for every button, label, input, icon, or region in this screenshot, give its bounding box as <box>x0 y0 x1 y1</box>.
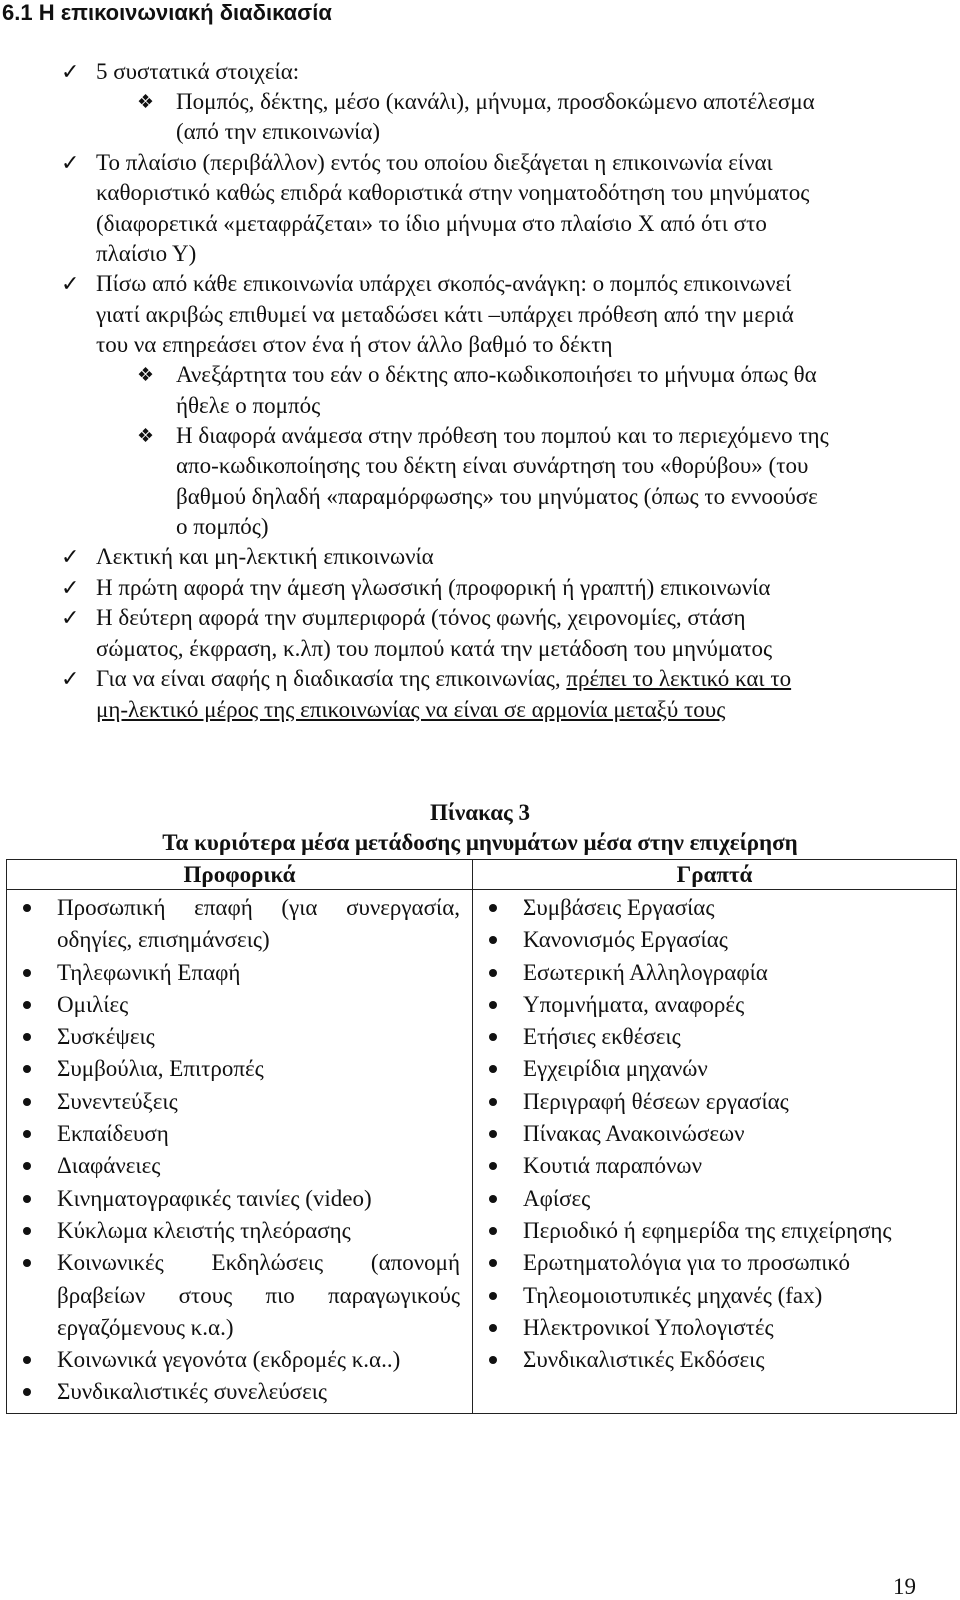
diamond-bullet-icon: ❖ <box>137 92 155 113</box>
list-item <box>7 1376 472 1408</box>
bullet-text: (διαφορετικά «μεταφράζεται» το ίδιο μήνυμα στο πλαίσιο Χ από ότι στο <box>96 211 767 236</box>
oral-list <box>7 892 472 1409</box>
bullet-dot-icon <box>23 1098 31 1106</box>
list-item <box>7 1150 472 1182</box>
list-item <box>7 892 472 957</box>
bullet-dot-icon <box>489 904 497 912</box>
bullet-text: καθοριστικό καθώς επιδρά καθοριστικά στην νοηματοδότηση του μηνύματος <box>96 180 810 205</box>
bullet-dot-icon <box>489 1065 497 1073</box>
bullet-dot-icon <box>489 936 497 944</box>
list-item-text: Ερωτηματολόγια για το προσωπικό <box>523 1250 851 1276</box>
bullet-dot-icon <box>489 1292 497 1300</box>
bullet-dot-icon <box>23 1162 31 1170</box>
list-item-text: Διαφάνειες <box>57 1153 161 1179</box>
bullet-dot-icon <box>489 1356 497 1364</box>
list-item <box>473 1053 956 1085</box>
list-item <box>7 1086 472 1118</box>
list-item-text: Συνδικαλιστικές Εκδόσεις <box>523 1347 765 1373</box>
diamond-bullet-icon: ❖ <box>137 365 155 386</box>
table-caption-title: Τα κυριότερα μέσα μετάδοσης μηνυμάτων μέσα στην επιχείρηση <box>162 830 798 855</box>
section-heading: 6.1 Η επικοινωνιακή διαδικασία <box>2 0 332 25</box>
list-item-text: Κοινωνικά γεγονότα (εκδρομές κ.α..) <box>57 1347 401 1373</box>
sub-bullet-text: Η διαφορά ανάμεσα στην πρόθεση του πομπού και το περιεχόμενο της <box>176 423 829 448</box>
list-item-text: Τηλεφωνική Επαφή <box>57 959 241 985</box>
list-item-text: Ετήσιες εκθέσεις <box>523 1024 681 1050</box>
list-item <box>473 892 956 924</box>
list-item <box>7 1183 472 1215</box>
list-item-text: Υπομνήματα, αναφορές <box>523 991 745 1017</box>
list-item-text: Εσωτερική Αλληλογραφία <box>523 959 768 985</box>
bullet-dot-icon <box>489 1162 497 1170</box>
bullet-dot-icon <box>23 904 31 912</box>
list-item <box>473 1344 956 1376</box>
list-item <box>473 1118 956 1150</box>
list-item-text: Συσκέψεις <box>57 1024 155 1050</box>
list-item-text: Εγχειρίδια μηχανών <box>523 1056 708 1082</box>
bullet-text: Το πλαίσιο (περιβάλλον) εντός του οποίου διεξάγεται η επικοινωνία είναι <box>96 150 773 175</box>
list-item-text: Συμβούλια, Επιτροπές <box>57 1056 264 1082</box>
list-item <box>473 957 956 989</box>
list-item-text: Τηλεομοιοτυπικές μηχανές (fax) <box>523 1282 823 1308</box>
list-item-text: Προσωπική επαφή (για συνεργασία, οδηγίες, επισημάνσεις) <box>57 895 460 953</box>
list-item <box>473 989 956 1021</box>
bullet-dot-icon <box>489 1259 497 1267</box>
bullet-dot-icon <box>23 1033 31 1041</box>
list-item <box>473 1280 956 1312</box>
written-column <box>473 890 957 1414</box>
list-item-text: Κουτιά παραπόνων <box>523 1153 702 1179</box>
bullet-dot-icon <box>23 969 31 977</box>
header-oral: Προφορικά <box>7 860 473 890</box>
bullet-dot-icon <box>489 1098 497 1106</box>
list-item <box>7 1247 472 1344</box>
list-item-text: Κινηματογραφικές ταινίες (video) <box>57 1185 372 1211</box>
list-item <box>7 989 472 1021</box>
bullet-text-underlined: μη-λεκτικό μέρος της επικοινωνίας να είναι σε αρμονία μεταξύ τους <box>96 697 726 722</box>
bullet-text: Πίσω από κάθε επικοινωνία υπάρχει σκοπός-ανάγκη: ο πομπός επικοινωνεί <box>96 271 792 296</box>
list-item-text: Περιγραφή θέσεων εργασίας <box>523 1088 789 1114</box>
bullet-dot-icon <box>23 1130 31 1138</box>
list-item-text: Αφίσες <box>523 1185 591 1211</box>
list-item <box>7 1118 472 1150</box>
list-item-text: Ηλεκτρονικοί Υπολογιστές <box>523 1314 774 1340</box>
sub-bullet-text: (από την επικοινωνία) <box>176 119 381 144</box>
media-table <box>6 859 957 1414</box>
check-icon: ✓ <box>61 575 80 600</box>
bullet-text: σώματος, έκφραση, κ.λπ) του πομπού κατά την μετάδοση του μηνύματος <box>96 636 773 661</box>
bullet-dot-icon <box>23 1001 31 1009</box>
list-item-text: Ομιλίες <box>57 991 129 1017</box>
list-item <box>7 1215 472 1247</box>
list-item-text: Κοινωνικές Εκδηλώσεις (απονομή βραβείων στους πιο παραγωγικούς εργαζόμενους κ.α.) <box>57 1250 460 1340</box>
bullet-text-plain: Για να είναι σαφής η διαδικασία της επικοινωνίας, <box>96 666 561 691</box>
list-item <box>473 1215 956 1247</box>
sub-bullet-text: Πομπός, δέκτης, μέσο (κανάλι), μήνυμα, προσδοκώμενο αποτέλεσμα <box>176 89 815 114</box>
sub-bullet-text: ο πομπός) <box>176 514 269 539</box>
bullet-dot-icon <box>489 1033 497 1041</box>
bullet-text: Η πρώτη αφορά την άμεση γλωσσική (προφορική ή γραπτή) επικοινωνία <box>96 575 771 600</box>
bullet-dot-icon <box>489 969 497 977</box>
bullet-dot-icon <box>23 1388 31 1396</box>
list-item <box>473 1247 956 1279</box>
list-item-text: Πίνακας Ανακοινώσεων <box>523 1121 745 1147</box>
bullet-text <box>96 664 941 694</box>
list-item-text: Εκπαίδευση <box>57 1121 169 1147</box>
diamond-bullet-icon: ❖ <box>137 426 155 447</box>
oral-column <box>7 890 473 1414</box>
list-item-text: Συνδικαλιστικές συνελεύσεις <box>57 1379 328 1405</box>
list-item-text: Κύκλωμα κλειστής τηλεόρασης <box>57 1217 351 1243</box>
bullet-dot-icon <box>489 1227 497 1235</box>
bullet-dot-icon <box>23 1356 31 1364</box>
list-item <box>473 1021 956 1053</box>
list-item <box>473 924 956 956</box>
list-item <box>473 1183 956 1215</box>
list-item-text: Συνεντεύξεις <box>57 1088 178 1114</box>
bullet-dot-icon <box>489 1195 497 1203</box>
list-item-text: Κανονισμός Εργασίας <box>523 927 728 953</box>
bullet-dot-icon <box>23 1195 31 1203</box>
bullet-text-underlined: πρέπει το λεκτικό και το <box>566 666 792 691</box>
table-row <box>7 890 957 1414</box>
bullet-dot-icon <box>23 1065 31 1073</box>
table-header-row <box>7 860 957 890</box>
list-item <box>7 1344 472 1376</box>
page-number: 19 <box>893 1574 916 1599</box>
list-item <box>7 957 472 989</box>
list-item <box>473 1150 956 1182</box>
sub-bullet-text: απο-κωδικοποίησης του δέκτη είναι συνάρτηση του «θορύβου» (του <box>176 453 809 478</box>
check-icon: ✓ <box>61 666 80 691</box>
list-item <box>473 1312 956 1344</box>
list-item-text: Περιοδικό ή εφημερίδα της επιχείρησης <box>523 1217 892 1243</box>
bullet-dot-icon <box>23 1227 31 1235</box>
check-icon: ✓ <box>61 271 80 296</box>
list-item <box>473 1086 956 1118</box>
check-icon: ✓ <box>61 605 80 630</box>
sub-bullet-text: Ανεξάρτητα του εάν ο δέκτης απο-κωδικοποιήσει το μήνυμα όπως θα <box>176 362 817 387</box>
table-caption-number: Πίνακας 3 <box>429 800 531 825</box>
bullet-text: του να επηρεάσει στον ένα ή στον άλλο βαθμό το δέκτη <box>96 332 613 357</box>
list-item-text: Συμβάσεις Εργασίας <box>523 895 715 920</box>
sub-bullet-text: ήθελε ο πομπός <box>176 393 321 418</box>
sub-bullet-text: βαθμού δηλαδή «παραμόρφωσης» του μηνύματος (όπως το εννοούσε <box>176 484 818 509</box>
written-list <box>473 892 956 1376</box>
check-icon: ✓ <box>61 59 80 84</box>
bullet-dot-icon <box>489 1001 497 1009</box>
header-written: Γραπτά <box>473 860 957 890</box>
check-icon: ✓ <box>61 150 80 175</box>
list-item <box>7 1053 472 1085</box>
bullet-text: Η δεύτερη αφορά την συμπεριφορά (τόνος φωνής, χειρονομίες, στάση <box>96 605 746 630</box>
bullet-dot-icon <box>489 1324 497 1332</box>
bullet-dot-icon <box>489 1130 497 1138</box>
bullet-text: γιατί ακριβώς επιθυμεί να μεταδώσει κάτι –υπάρχει πρόθεση από την μεριά <box>96 302 794 327</box>
bullet-text: πλαίσιο Υ) <box>96 241 197 266</box>
bullet-dot-icon <box>23 1259 31 1267</box>
list-item <box>7 1021 472 1053</box>
bullet-text: 5 συστατικά στοιχεία: <box>96 59 300 84</box>
bullet-text: Λεκτική και μη-λεκτική επικοινωνία <box>96 544 434 569</box>
check-icon: ✓ <box>61 544 80 569</box>
